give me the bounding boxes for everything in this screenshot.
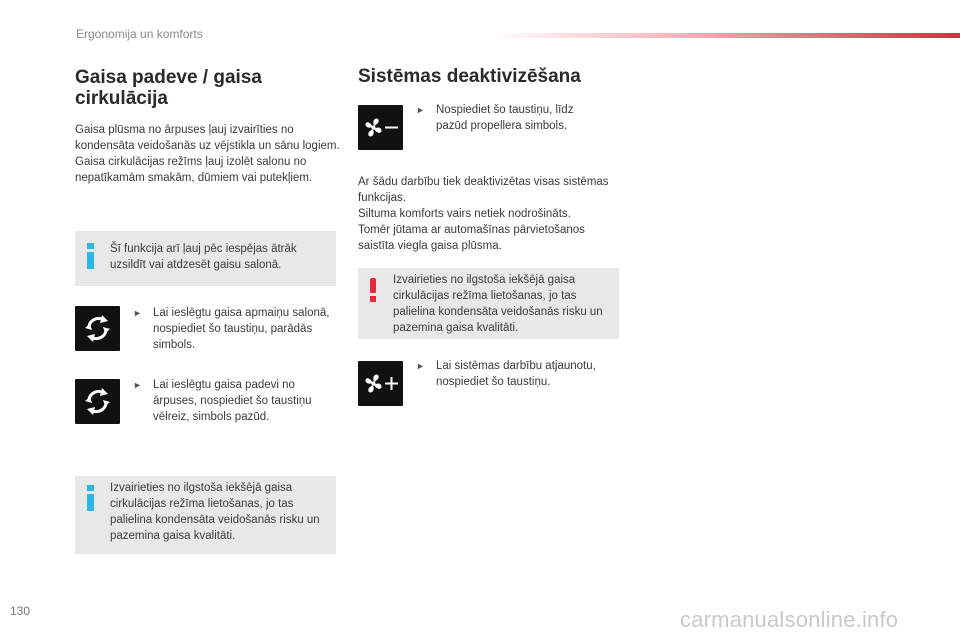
- bullet-arrow-icon: ►: [416, 105, 425, 115]
- fan-plus-button-icon: [358, 361, 403, 406]
- left-section-heading: Gaisa padeve / gaisa cirkulācija: [75, 67, 262, 109]
- info-warning-box: [75, 476, 336, 554]
- right-section-heading: Sistēmas deaktivizēšana: [358, 66, 581, 87]
- info-warning-text: Izvairieties no ilgstoša iekšējā gaisa cirkulācijas režīma lietošanas, jo tas palielina kondensāta veidošanās risku un pazemina gaisa kvalitāti.: [110, 482, 320, 542]
- bullet-arrow-icon: ►: [416, 361, 425, 371]
- right-step-2: ► Lai sistēmas darbību atjaunotu, nospiediet šo taustiņu.: [416, 360, 596, 388]
- page-number: 130: [10, 604, 31, 618]
- recirculation-button-icon: [75, 306, 120, 351]
- left-step-2: ► Lai ieslēgtu gaisa padevi no ārpuses, nospiediet šo taustiņu vēlreiz, simbols pazūd.: [133, 379, 312, 423]
- left-intro-paragraph: Gaisa plūsma no ārpuses ļauj izvairīties no kondensāta veidošanās uz vējstikla un sānu logiem. Gaisa cirkulācijas režīms ļauj izolēt salonu no nepatīkamām smakām, dūmiem vai putekļiem.: [75, 124, 340, 184]
- bullet-arrow-icon: ►: [133, 308, 142, 318]
- watermark: carmanualsonline.info: [680, 607, 899, 632]
- section-header-title: Ergonomija un komforts: [76, 27, 203, 41]
- bullet-arrow-icon: ►: [133, 380, 142, 390]
- right-paragraph: Ar šādu darbību tiek deaktivizētas visas sistēmas funkcijas. Siltuma komforts vairs netiek nodrošināts. Tomēr jūtama ar automašīnas pārvietošanos saistīta viegla gaisa plūsma.: [358, 176, 609, 252]
- right-step-1: ► Nospiediet šo taustiņu, līdz pazūd propellera simbols.: [416, 104, 574, 132]
- left-step-1: ► Lai ieslēgtu gaisa apmaiņu salonā, nospiediet šo taustiņu, parādās simbols.: [133, 307, 330, 351]
- fan-minus-button-icon: [358, 105, 403, 150]
- warning-note-text: Izvairieties no ilgstoša iekšējā gaisa cirkulācijas režīma lietošanas, jo tas palielina kondensāta veidošanās risku un pazemina gaisa kvalitāti.: [393, 274, 603, 334]
- recirculation-button-icon: [75, 379, 120, 424]
- info-note-text: Šī funkcija arī ļauj pēc iespējas ātrāk uzsildīt vai atdzesēt gaisu salonā.: [110, 243, 297, 271]
- warning-note-box: [358, 268, 619, 339]
- info-note-box: [75, 231, 336, 286]
- header-accent-bar: [488, 33, 960, 38]
